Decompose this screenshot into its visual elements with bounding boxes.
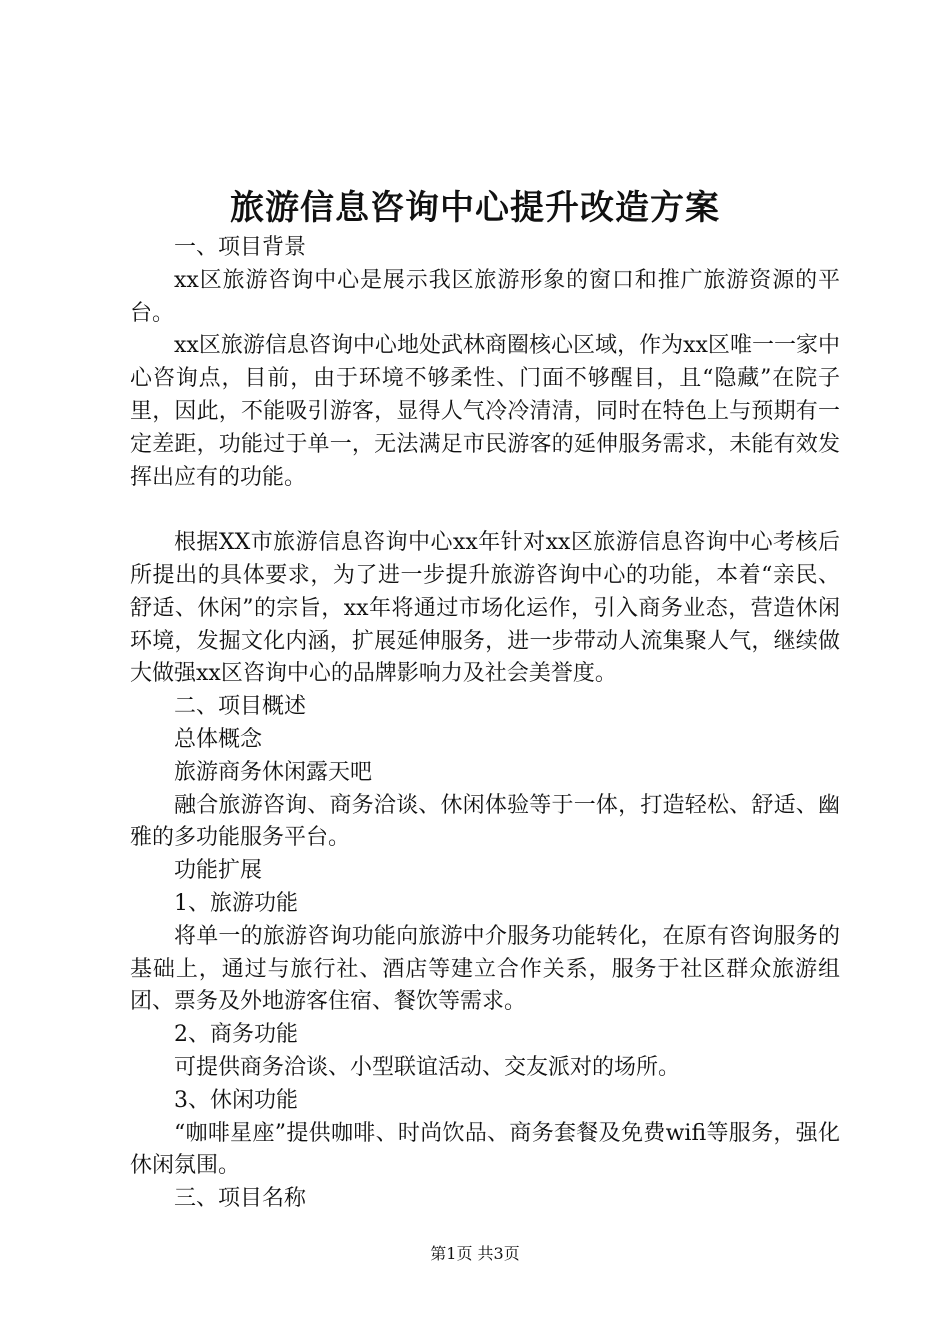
paragraph: 融合旅游咨询、商务洽谈、休闲体验等于一体，打造轻松、舒适、幽雅的多功能服务平台。 [130, 792, 840, 851]
paragraph: xx区旅游咨询中心是展示我区旅游形象的窗口和推广旅游资源的平台。 [130, 267, 840, 326]
list-heading: 3、休闲功能 [174, 1087, 298, 1113]
section-heading-name: 三、项目名称 [174, 1186, 307, 1212]
paragraph-spacer [130, 494, 840, 527]
section-heading-overview: 二、项目概述 [174, 694, 307, 720]
paragraph: 根据XX市旅游信息咨询中心xx年针对xx区旅游信息咨询中心考核后所提出的具体要求，为了进一步提升旅游咨询中心的功能，本着“亲民、舒适、休闲”的宗旨，xx年将通过市场化运作，引入商务业态，营造休闲环境，发掘文化内涵，扩展延伸服务，进一步带动人流集聚人气，继续做大做强xx区咨询中心的品牌影响力及社会美誉度。 [130, 530, 840, 687]
document-title: 旅游信息咨询中心提升改造方案 [230, 188, 720, 228]
section-heading-background: 一、项目背景 [174, 235, 307, 260]
paragraph: 可提供商务洽谈、小型联谊活动、交友派对的场所。 [174, 1054, 681, 1080]
list-heading: 2、商务功能 [174, 1022, 298, 1048]
subheading: 功能扩展 [174, 858, 263, 884]
paragraph: xx区旅游信息咨询中心地处武林商圈核心区域，作为xx区唯一一家中心咨询点，目前，由于环境不够柔性、门面不够醒目，且“隐藏”在院子里，因此，不能吸引游客，显得人气冷冷清清，同时在特色上与预期有一定差距，功能过于单一，无法满足市民游客的延伸服务需求，未能有效发挥出应有的功能。 [130, 333, 840, 490]
document-body [130, 232, 840, 1216]
list-heading: 1、旅游功能 [174, 890, 298, 916]
page-footer: 第1页 共3页 [430, 1244, 520, 1263]
paragraph: 将单一的旅游咨询功能向旅游中介服务功能转化，在原有咨询服务的基础上，通过与旅行社、酒店等建立合作关系，服务于社区群众旅游组团、票务及外地游客住宿、餐饮等需求。 [130, 923, 840, 1015]
paragraph: 旅游商务休闲露天吧 [174, 759, 373, 785]
subheading: 总体概念 [174, 726, 263, 752]
paragraph: “咖啡星座”提供咖啡、时尚饮品、商务套餐及免费wifi等服务，强化休闲氛围。 [130, 1120, 840, 1179]
